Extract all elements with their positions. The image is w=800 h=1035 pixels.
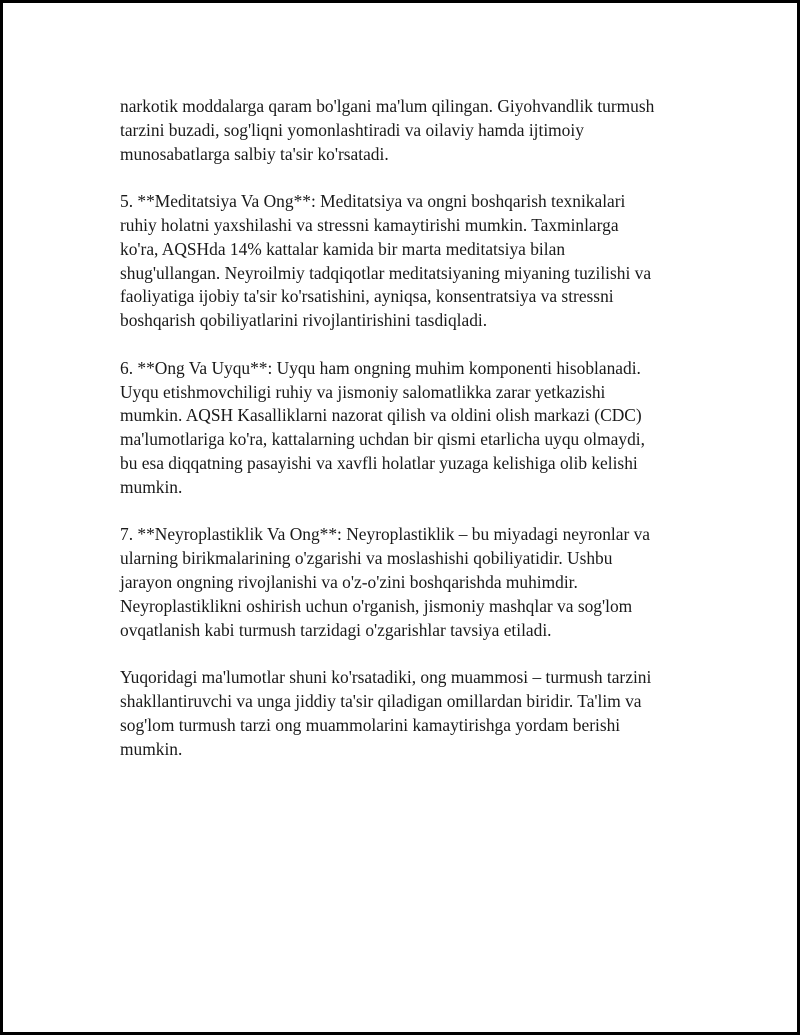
text-line: mumkin.: [120, 738, 183, 759]
text-line: sog'lom turmush tarzi ong muammolarini kamaytirishga yordam berishi: [120, 714, 621, 735]
text-line: ovqatlanish kabi turmush tarzidagi o'zgarishlar tavsiya etiladi.: [120, 619, 552, 640]
text-line: ularning birikmalarining o'zgarishi va moslashishi qobiliyatidir. Ushbu: [120, 548, 613, 569]
paragraph-conclusion: [120, 666, 692, 761]
text-line: Neyroplastiklikni oshirish uchun o'rganish, jismoniy mashqlar va sog'lom: [120, 595, 633, 616]
paragraph-item-7-neuroplasticity: [120, 523, 692, 642]
text-line: mumkin. AQSH Kasalliklarni nazorat qilish va oldini olish markazi (CDC): [120, 405, 642, 426]
text-line: Yuqoridagi ma'lumotlar shuni ko'rsatadiki, ong muammosi – turmush tarzini: [120, 667, 652, 688]
paragraph-item-5-meditation: [120, 190, 692, 333]
text-line: tarzini buzadi, sog'liqni yomonlashtiradi va oilaviy hamda ijtimoiy: [120, 119, 584, 140]
text-line: 7. **Neyroplastiklik Va Ong**: Neyroplastiklik – bu miyadagi neyronlar va: [120, 524, 650, 545]
paragraph-item-6-sleep: [120, 357, 692, 500]
document-body: [120, 95, 692, 785]
text-line: ko'ra, AQSHda 14% kattalar kamida bir marta meditatsiya bilan: [120, 238, 566, 259]
text-line: ruhiy holatni yaxshilashi va stressni kamaytirishi mumkin. Taxminlarga: [120, 214, 619, 235]
text-line: narkotik moddalarga qaram bo'lgani ma'lum qilingan. Giyohvandlik turmush: [120, 96, 655, 116]
text-line: mumkin.: [120, 476, 183, 497]
text-line: ma'lumotlariga ko'ra, kattalarning uchdan bir qismi etarlicha uyqu olmaydi,: [120, 429, 645, 450]
text-line: shakllantiruvchi va unga jiddiy ta'sir qiladigan omillardan biridir. Ta'lim va: [120, 690, 642, 711]
text-line: 6. **Ong Va Uyqu**: Uyqu ham ongning muhim komponenti hisoblanadi.: [120, 357, 641, 378]
paragraph-drug-addiction-continuation: [120, 95, 692, 166]
text-line: munosabatlarga salbiy ta'sir ko'rsatadi.: [120, 143, 389, 164]
text-line: jarayon ongning rivojlanishi va o'z-o'zini boshqarishda muhimdir.: [120, 571, 578, 592]
text-line: bu esa diqqatning pasayishi va xavfli holatlar yuzaga kelishiga olib kelishi: [120, 452, 638, 473]
text-line: boshqarish qobiliyatlarini rivojlantirishini tasdiqladi.: [120, 310, 488, 331]
text-line: faoliyatiga ijobiy ta'sir ko'rsatishini, ayniqsa, konsentratsiya va stressni: [120, 286, 614, 307]
text-line: shug'ullangan. Neyroilmiy tadqiqotlar meditatsiyaning miyaning tuzilishi va: [120, 262, 652, 283]
text-line: 5. **Meditatsiya Va Ong**: Meditatsiya va ongni boshqarish texnikalari: [120, 191, 626, 212]
text-line: Uyqu etishmovchiligi ruhiy va jismoniy salomatlikka zarar yetkazishi: [120, 381, 606, 402]
